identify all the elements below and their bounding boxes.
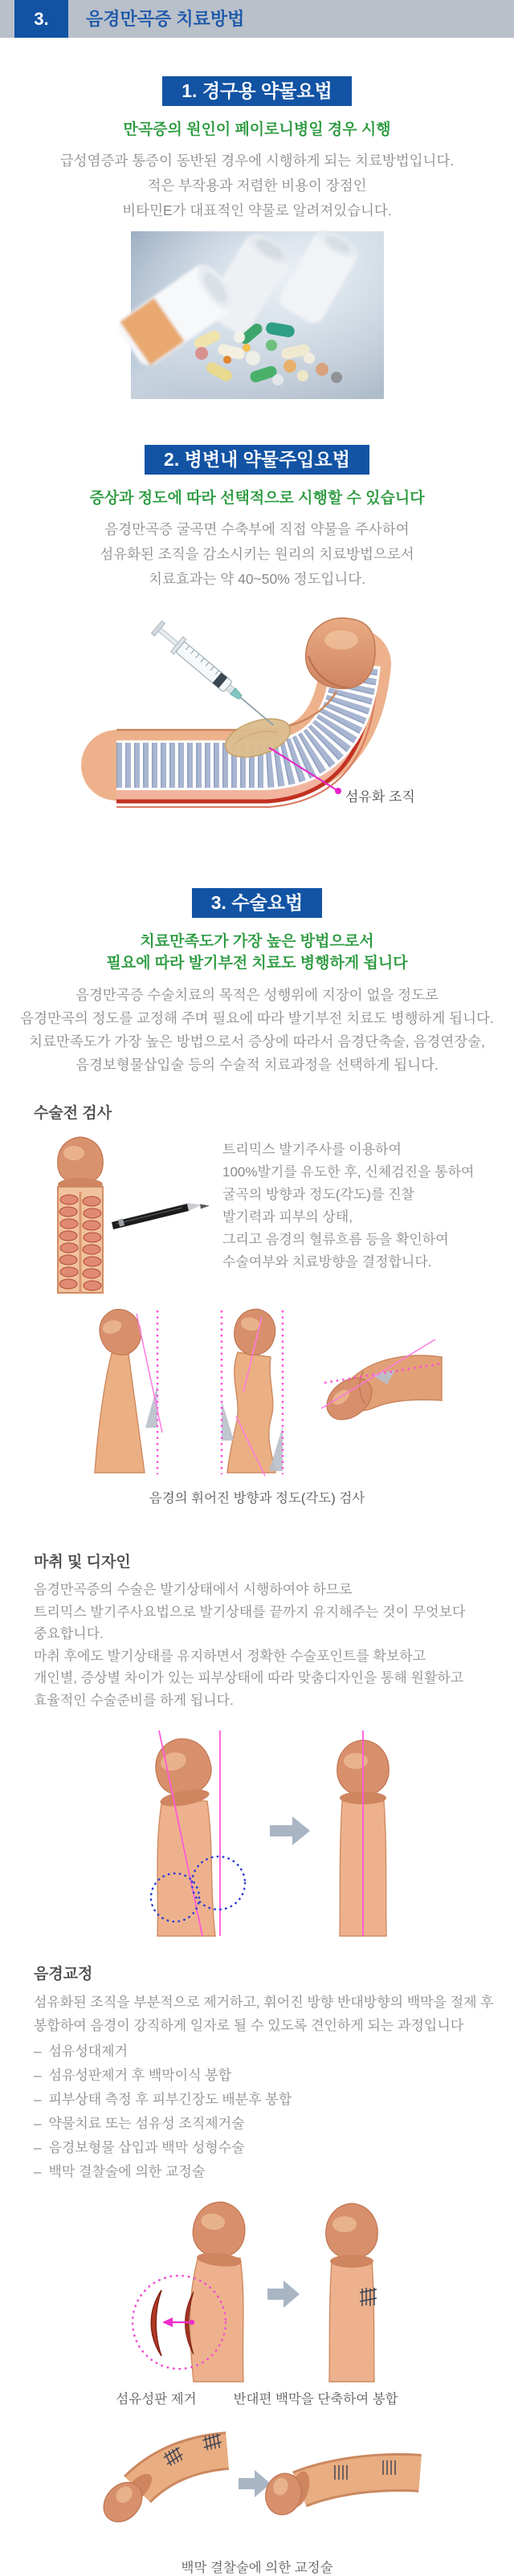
surgery-body-line: 치료만족도가 가장 높은 방법으로서 증상에 따라서 음경단축술, 음경연장술, [29,1033,485,1050]
oral-body [0,149,514,223]
bullet-item: – 약물치료 또는 섬유성 조직제거술 [34,2116,245,2131]
correction-intro [34,1991,514,2037]
curved-penis-with-plaque [186,2199,249,2382]
anesthesia-text [34,1579,514,1711]
curvature-angle-diagrams [72,1304,442,1478]
anesthesia-line: 효율적인 수술준비를 하게 됩니다. [34,1692,234,1708]
correction-title: 음경교정 [34,1966,93,1983]
correction-intro-line: 봉합하여 음경이 강직하게 일자로 될 수 있도록 견인하게 되는 과정입니다 [34,2018,464,2033]
arrow-right-icon [270,1816,310,1845]
plication-caption: 백막 결찰술에 의한 교정술 [181,2561,333,2575]
section-number: 3. [34,8,49,29]
anesthesia-line: 중요합니다. [34,1626,104,1641]
bullet-item: – 음경보형물 삽입과 백막 성형수술 [34,2140,245,2155]
surgery-green-line: 필요에 따라 발기부전 치료도 병행하게 됩니다 [106,955,408,972]
correction-bullet-list [34,2040,514,2184]
pen-icon [112,1203,210,1229]
straightened-penis-horizontal [261,2460,420,2519]
anesthesia-title: 마취 및 디자인 [34,1554,131,1571]
pill-bottles-photo [131,231,384,399]
angle-diagram-right [319,1339,442,1428]
injection-body [0,517,514,592]
surgery-body [0,984,514,1077]
section-number-box [14,0,68,38]
caption-tunica-suture: 반대편 백막을 단축하여 봉합 [233,2392,398,2407]
page-title: 음경만곡증 치료방법 [86,9,245,29]
oral-body-line: 급성염증과 통증이 동반된 경우에 시행하게 되는 치료방법입니다. [59,153,455,169]
preop-text-line: 굴곡의 방향과 정도(각도)를 진찰 [222,1187,414,1202]
bullet-item: – 섬유성판제거 후 백막이식 봉합 [34,2068,232,2083]
straight-penis-sutured [326,2203,377,2382]
plaque-removal-illustration [124,2199,390,2382]
curved-penis-before [149,1733,217,1936]
correction-intro-line: 섬유화된 조직을 부분적으로 제거하고, 휘어진 방향 반대방향의 백막을 절제 후 [34,1995,494,2010]
anesthesia-line: 음경만곡증의 수술은 발기상태에서 시행하여야 하므로 [34,1582,353,1597]
preop-text-line: 발기력과 피부의 상태, [222,1209,353,1225]
badge-oral-therapy: 1. 경구용 약물요법 [162,76,352,106]
anesthesia-line: 마취 후에도 발기상태를 유지하면서 정확한 수술포인트를 확보하고 [34,1648,426,1664]
surgery-body-line: 음경만곡증 수술치료의 목적은 성행위에 지장이 없을 정도로 [75,987,439,1003]
oral-green-heading: 만곡증의 원인이 페이로니병일 경우 시행 [123,121,391,138]
injection-body-line: 음경만곡증 굴곡면 수축부에 직접 약물을 주사하여 [104,521,410,537]
preop-penis-illustration [44,1134,213,1293]
plication-illustration [84,2427,430,2544]
glans [306,618,375,689]
fibrosis-label: 섬유화 조직 [345,789,415,805]
surgery-body-line: 음경보형물삽입술 등의 수술적 치료과정을 선택하게 됩니다. [75,1057,439,1073]
bullet-item: – 백막 결찰술에 의한 교정술 [34,2164,206,2179]
preop-text-line: 수술여부와 치료방향을 결정합니다. [222,1254,432,1270]
injection-body-line: 치료효과는 약 40~50% 정도입니다. [148,571,366,587]
oral-body-line: 비타민E가 대표적인 약물로 알려져있습니다. [122,202,392,218]
surgery-green-line: 치료만족도가 가장 높은 방법으로서 [140,933,374,950]
header-bar [0,0,514,38]
oral-body-line: 적은 부작용과 저렴한 비용이 장점인 [147,177,367,194]
anesthesia-line: 개인별, 증상별 차이가 있는 피부상태에 따라 맞춤디자인을 통해 원활하고 [34,1670,464,1685]
preop-text-line: 100%발기를 유도한 후, 신체검진을 통하여 [222,1164,475,1180]
pointer-dot [335,788,341,794]
angle-diagram-left [94,1304,162,1474]
arrow-right-icon [267,2280,300,2308]
bullet-item: – 피부상태 측정 후 피부긴장도 배분후 봉합 [34,2092,292,2107]
surgery-body-line: 음경만곡의 정도를 교정해 주며 필요에 따라 발기부전 치료도 병행하게 됩니다. [20,1010,494,1026]
design-before-after-illustration [112,1726,402,1936]
syringe-icon [150,620,279,733]
injection-body-line: 섬유화된 조직을 감소시키는 원리의 치료방법으로서 [100,546,414,562]
preop-text-line: 트리믹스 발기주사를 이용하여 [222,1142,402,1157]
anesthesia-line: 트리믹스 발기주사요법으로 발기상태를 끝까지 유지해주는 것이 무엇보다 [34,1604,466,1620]
curved-penis-horizontal [96,2433,227,2529]
correction-captions [0,2388,514,2407]
excised-plaque [151,2290,161,2356]
badge-surgical-therapy: 3. 수술요법 [192,888,322,918]
surgery-green-heading [0,931,514,974]
preop-title: 수술전 검사 [34,1105,112,1122]
badge-injection-therapy: 2. 병변내 약물주입요법 [145,445,369,475]
bullet-item: – 섬유성대제거 [34,2044,128,2059]
angle-caption: 음경의 휘어진 방향과 정도(각도) 검사 [149,1491,365,1506]
caption-plaque-removal: 섬유성판 제거 [116,2392,197,2407]
injection-green-heading: 증상과 정도에 따라 선택적으로 시행할 수 있습니다 [89,490,425,507]
preop-text [222,1139,474,1274]
preop-text-line: 그리고 음경의 혈류흐름 등을 확인하여 [222,1232,449,1247]
angle-diagram-center [222,1306,283,1476]
preop-illustration-row [0,1134,514,1293]
injection-illustration [0,611,514,826]
penis-diagram [58,1137,104,1293]
